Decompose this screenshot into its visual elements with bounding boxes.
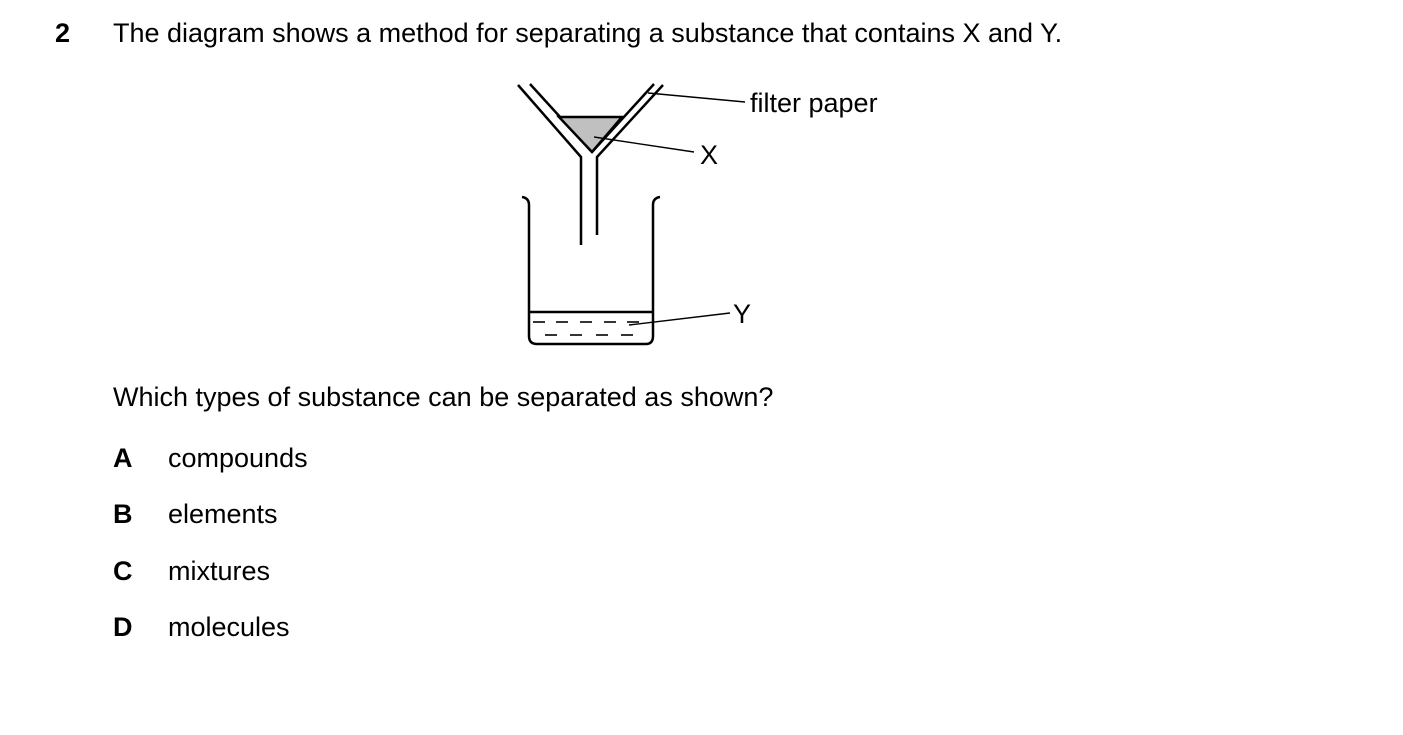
filter-paper-residue bbox=[559, 117, 622, 152]
question-prompt: Which types of substance can be separated as shown? bbox=[113, 382, 774, 412]
filtration-diagram bbox=[500, 75, 900, 355]
y-label: Y bbox=[733, 299, 752, 329]
option-text: compounds bbox=[168, 443, 308, 473]
funnel-outer-left-wall bbox=[518, 85, 581, 245]
option-letter: A bbox=[113, 443, 133, 473]
question-stem: The diagram shows a method for separating a substance that contains X and Y. bbox=[113, 18, 1063, 48]
x-label: X bbox=[700, 140, 719, 170]
option-text: mixtures bbox=[168, 556, 271, 586]
filter-paper-leader bbox=[648, 93, 745, 102]
option-letter: C bbox=[113, 556, 133, 586]
option-letter: D bbox=[113, 612, 133, 642]
option-letter: B bbox=[113, 499, 133, 529]
liquid-dashes bbox=[533, 322, 639, 335]
y-leader bbox=[629, 313, 730, 325]
question-number: 2 bbox=[55, 18, 71, 48]
option-text: molecules bbox=[168, 612, 290, 642]
funnel bbox=[518, 84, 663, 245]
filter-paper-label: filter paper bbox=[750, 88, 878, 118]
option-text: elements bbox=[168, 499, 278, 529]
leader-lines bbox=[594, 93, 745, 325]
